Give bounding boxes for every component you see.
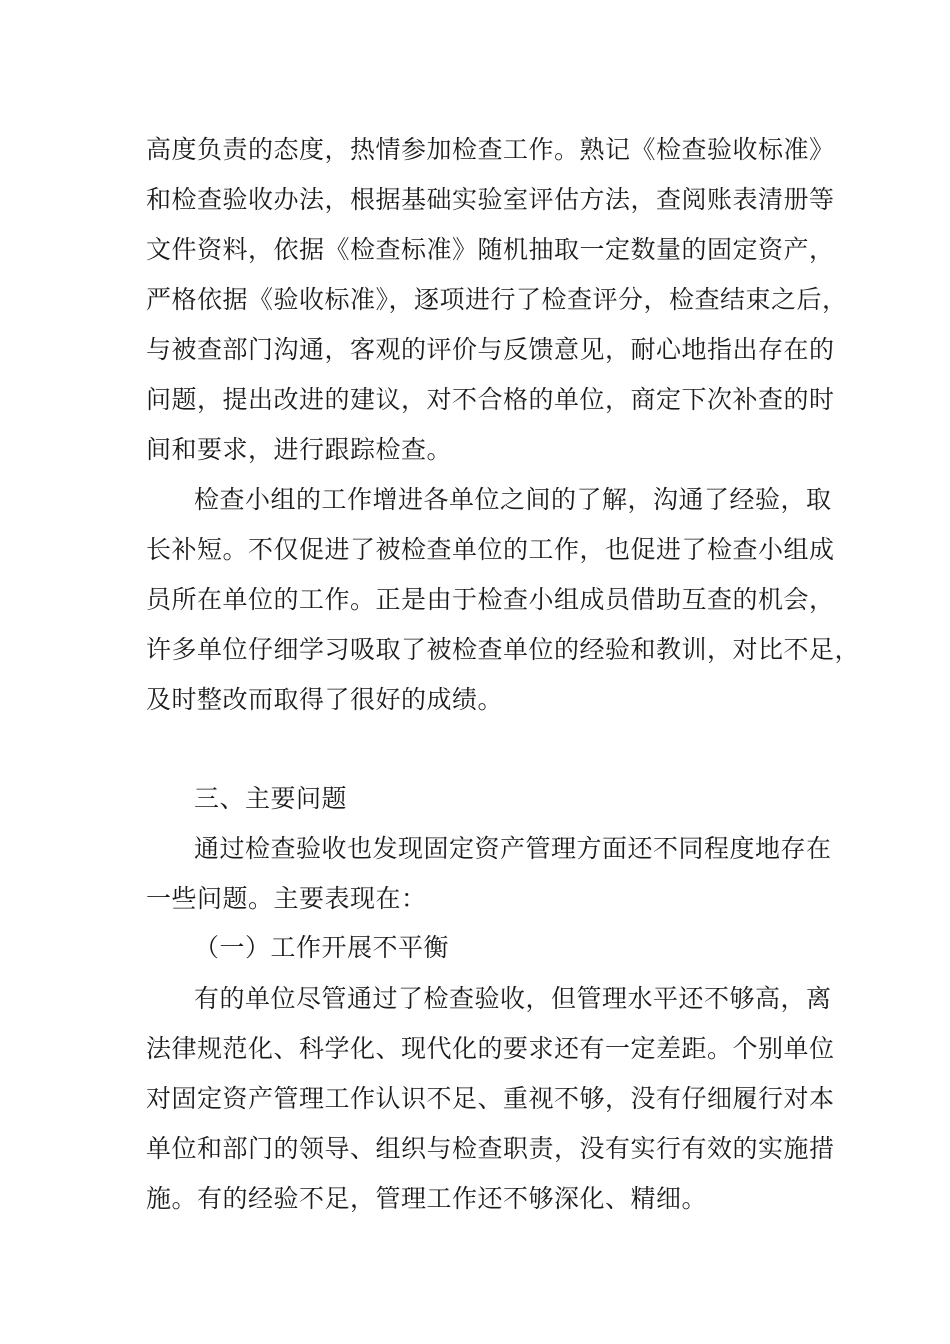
subheading-1: （一）工作开展不平衡: [194, 933, 450, 962]
paragraph-2-line-3: 员所在单位的工作。正是由于检查小组成员借助互查的机会，: [146, 585, 835, 614]
paragraph-3-line-2: 一些问题。主要表现在：: [146, 884, 427, 913]
paragraph-1-line-3: 文件资料，依据《检查标准》随机抽取一定数量的固定资产，: [146, 235, 835, 264]
paragraph-1-line-6: 问题，提出改进的建议，对不合格的单位，商定下次补查的时: [146, 385, 835, 414]
paragraph-4-line-3: 对固定资产管理工作认识不足、重视不够，没有仔细履行对本: [146, 1084, 835, 1113]
paragraph-2-line-1: 检查小组的工作增进各单位之间的了解，沟通了经验，取: [194, 485, 832, 514]
paragraph-1-line-5: 与被查部门沟通，客观的评价与反馈意见，耐心地指出存在的: [146, 335, 835, 364]
paragraph-3-line-1: 通过检查验收也发现固定资产管理方面还不同程度地存在: [194, 834, 832, 863]
paragraph-4-line-2: 法律规范化、科学化、现代化的要求还有一定差距。个别单位: [146, 1034, 835, 1063]
paragraph-1-line-4: 严格依据《验收标准》，逐项进行了检查评分，检查结束之后，: [146, 285, 848, 314]
paragraph-4-line-4: 单位和部门的领导、组织与检查职责，没有实行有效的实施措: [146, 1134, 835, 1163]
paragraph-1-line-2: 和检查验收办法，根据基础实验室评估方法，查阅账表清册等: [146, 185, 835, 214]
paragraph-4-line-5: 施。有的经验不足，管理工作还不够深化、精细。: [146, 1184, 708, 1213]
paragraph-2-line-5: 及时整改而取得了很好的成绩。: [146, 685, 504, 714]
section-heading-3: 三、主要问题: [194, 784, 348, 813]
paragraph-2-line-2: 长补短。不仅促进了被检查单位的工作，也促进了检查小组成: [146, 535, 835, 564]
paragraph-2-line-4: 许多单位仔细学习吸取了被检查单位的经验和教训，对比不足，: [146, 635, 861, 664]
paragraph-1-line-1: 高度负责的态度，热情参加检查工作。熟记《检查验收标准》: [146, 135, 835, 164]
paragraph-4-line-1: 有的单位尽管通过了检查验收，但管理水平还不够高，离: [194, 984, 832, 1013]
paragraph-1-line-7: 间和要求，进行跟踪检查。: [146, 435, 453, 464]
